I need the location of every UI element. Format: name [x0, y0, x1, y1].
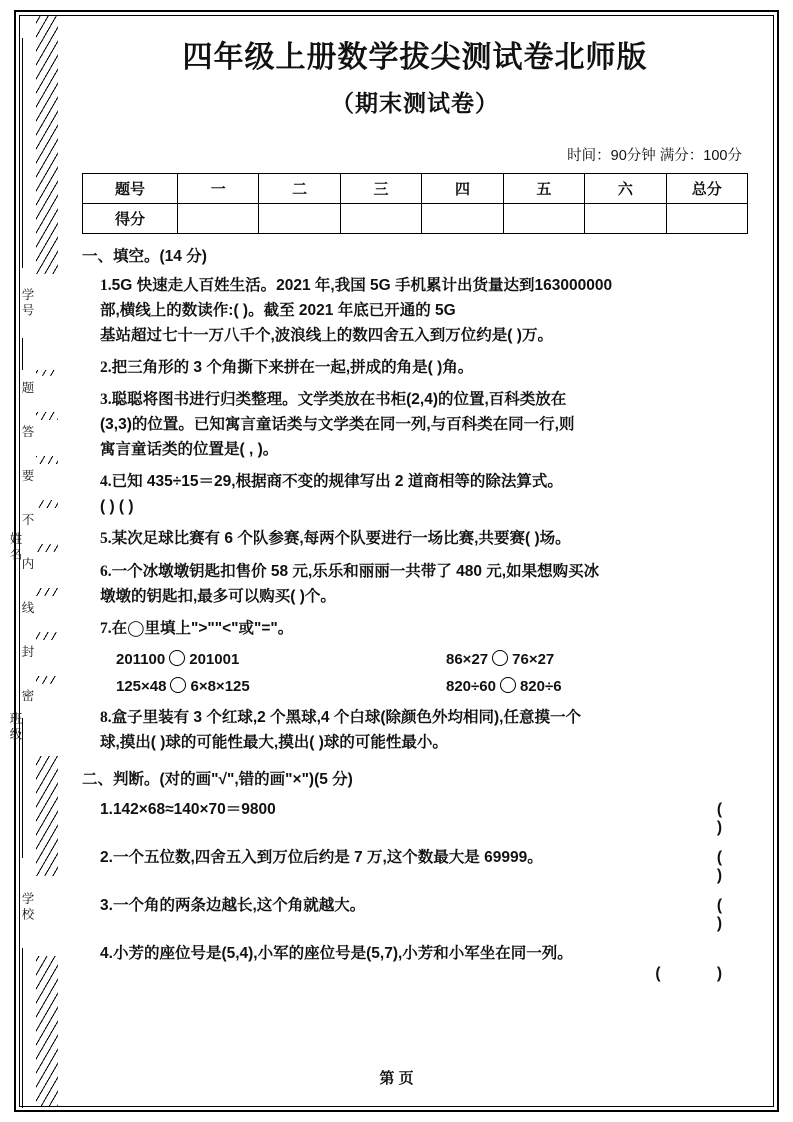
compare-2a: 125×48 — [116, 677, 167, 695]
binding-hatch-strip — [36, 16, 58, 1106]
question-7-line-1: 在◯里填上">""<"或"="。 — [111, 619, 294, 637]
seal-text-feng: 封 — [20, 645, 34, 661]
question-4 — [82, 469, 748, 519]
section-1-heading: 一、填空。(14 分) — [82, 247, 207, 265]
seal-line-top — [22, 38, 23, 268]
cell-score-2[interactable] — [259, 203, 340, 233]
score-table — [82, 173, 748, 234]
compare-pair-left-1 — [116, 650, 446, 668]
tf-question-1-body: 142×68≈140×70＝9800 — [112, 801, 276, 819]
cell-defen: 得分 — [83, 203, 178, 233]
question-1 — [82, 273, 748, 348]
question-8 — [82, 705, 748, 755]
question-4-line-1: 已知 435÷15＝29,根据商不变的规律写出 2 道商相等的除法算式。 — [111, 473, 563, 491]
tf-question-3-number: 3. — [100, 897, 113, 915]
cell-q1: 一 — [178, 173, 259, 203]
tf-question-4-text — [100, 941, 748, 963]
seal-text-banji: 班级 — [8, 711, 22, 743]
cell-score-5[interactable] — [503, 203, 584, 233]
tf-question-3-text — [100, 893, 670, 915]
circle-blank-icon[interactable] — [170, 677, 186, 693]
cell-score-6[interactable] — [585, 203, 666, 233]
tf-question-1-text — [100, 797, 670, 819]
exam-meta: 时间：90分钟 满分：100分 — [567, 147, 742, 164]
tf-answer-blank-2[interactable]: ( ) — [716, 849, 748, 885]
cell-score-total[interactable] — [666, 203, 747, 233]
question-6-line-2: 墩墩的钥匙扣,最多可以购买( )个。 — [100, 587, 336, 605]
question-1-line-2: 部,横线上的数读作:( )。截至 2021 年底已开通的 5G — [100, 301, 456, 319]
compare-row-2 — [82, 677, 748, 695]
question-2-line-1: 把三角形的 3 个角撕下来拼在一起,拼成的角是( )角。 — [111, 358, 474, 376]
compare-row-1 — [82, 650, 748, 668]
tf-question-4-number: 4. — [100, 945, 113, 963]
section-2-heading: 二、判断。(对的画"√",错的画"×")(5 分) — [82, 771, 353, 789]
cell-score-3[interactable] — [340, 203, 421, 233]
tf-question-3 — [82, 893, 748, 933]
seal-text-da: 答 — [20, 425, 34, 441]
seal-text-xuexiao: 学校 — [20, 891, 34, 923]
tf-question-2-text — [100, 845, 670, 867]
circle-blank-icon[interactable] — [169, 650, 185, 666]
compare-1a: 201100 — [116, 650, 166, 668]
table-row-header — [83, 173, 748, 203]
cell-q3: 三 — [340, 173, 421, 203]
seal-text-xingming: 姓名 — [8, 531, 22, 563]
seal-line-2 — [22, 718, 23, 858]
page-footer: 第 页 — [379, 1070, 414, 1087]
question-5 — [82, 526, 748, 551]
seal-column — [10, 18, 36, 1104]
question-5-number: 5. — [100, 530, 112, 548]
seal-text-mi: 密 — [20, 689, 34, 705]
seal-text-xian: 线 — [20, 601, 34, 617]
circle-blank-icon[interactable] — [492, 650, 508, 666]
cell-tihao: 题号 — [83, 173, 178, 203]
tf-question-1-number: 1. — [100, 801, 113, 819]
cell-total: 总分 — [666, 173, 747, 203]
compare-1c: 86×27 — [446, 650, 489, 668]
question-1-line-1: 5G 快速走人百姓生活。2021 年,我国 5G 手机累计出货量达到163000000 — [111, 276, 613, 294]
question-3-number: 3. — [100, 390, 112, 408]
tf-question-2-body: 一个五位数,四舍五入到万位后约是 7 万,这个数最大是 69999。 — [112, 849, 543, 867]
compare-pair-right-1 — [446, 650, 554, 668]
cell-q5: 五 — [503, 173, 584, 203]
seal-text-yao: 要 — [20, 469, 34, 485]
question-8-line-2: 球,摸出( )球的可能性最大,摸出( )球的可能性最小。 — [100, 734, 448, 752]
question-5-line-1: 某次足球比赛有 6 个队参赛,每两个队要进行一场比赛,共要赛( )场。 — [111, 530, 571, 548]
question-2 — [82, 355, 748, 380]
question-6 — [82, 559, 748, 609]
compare-1b: 201001 — [189, 650, 240, 668]
cell-q4: 四 — [422, 173, 503, 203]
question-6-number: 6. — [100, 562, 112, 580]
compare-2c: 820÷60 — [446, 677, 496, 695]
question-8-line-1: 盒子里装有 3 个红球,2 个黑球,4 个白球(除颜色外均相同),任意摸一个 — [111, 708, 581, 726]
page-title: 四年级上册数学拔尖测试卷北师版 — [182, 41, 648, 74]
cell-score-1[interactable] — [178, 203, 259, 233]
cell-score-4[interactable] — [422, 203, 503, 233]
question-7-number: 7. — [100, 619, 112, 637]
circle-blank-icon[interactable] — [500, 677, 516, 693]
compare-2d: 820÷6 — [519, 677, 562, 695]
question-1-number: 1. — [100, 276, 112, 294]
question-4-line-2: ( ) ( ) — [100, 498, 134, 516]
paper-content — [82, 28, 748, 983]
tf-question-4 — [82, 941, 748, 963]
seal-text-nei: 内 — [20, 557, 34, 573]
compare-pair-left-2 — [116, 677, 446, 695]
seal-text-bu: 不 — [20, 513, 34, 529]
compare-2b: 6×8×125 — [190, 677, 250, 695]
tf-answer-blank-4[interactable]: ( ) — [655, 965, 748, 983]
tf-question-2 — [82, 845, 748, 885]
seal-text-xuehao: 学号 — [20, 287, 34, 319]
question-4-number: 4. — [100, 473, 112, 491]
question-3 — [82, 387, 748, 462]
question-3-line-1: 聪聪将图书进行归类整理。文学类放在书柜(2,4)的位置,百科类放在 — [111, 390, 567, 408]
compare-1d: 76×27 — [512, 650, 555, 668]
question-6-line-1: 一个冰墩墩钥匙扣售价 58 元,乐乐和丽丽一共带了 480 元,如果想购买冰 — [111, 562, 600, 580]
compare-pair-right-2 — [446, 677, 562, 695]
tf-question-3-body: 一个角的两条边越长,这个角就越大。 — [112, 897, 366, 915]
question-3-line-2: (3,3)的位置。已知寓言童话类与文学类在同一列,与百科类在同一行,则 — [100, 416, 575, 434]
question-7 — [82, 616, 748, 641]
seal-text-ti: 题 — [20, 381, 34, 397]
cell-q6: 六 — [585, 173, 666, 203]
cell-q2: 二 — [259, 173, 340, 203]
question-3-line-3: 寓言童话类的位置是( , )。 — [100, 441, 279, 459]
tf-question-2-number: 2. — [100, 849, 113, 867]
tf-question-4-body: 小芳的座位号是(5,4),小军的座位号是(5,7),小芳和小军坐在同一列。 — [112, 945, 573, 963]
page-subtitle: （期末测试卷） — [331, 89, 499, 116]
question-1-line-3: 基站超过七十一万八千个,波浪线上的数四舍五入到万位约是( )万。 — [100, 326, 553, 344]
question-8-number: 8. — [100, 708, 112, 726]
tf-question-1 — [82, 797, 748, 837]
tf-answer-blank-1[interactable]: ( ) — [716, 801, 748, 837]
tf-answer-blank-3[interactable]: ( ) — [716, 897, 748, 933]
seal-line-1 — [22, 338, 23, 370]
question-2-number: 2. — [100, 358, 112, 376]
table-row-score — [83, 203, 748, 233]
